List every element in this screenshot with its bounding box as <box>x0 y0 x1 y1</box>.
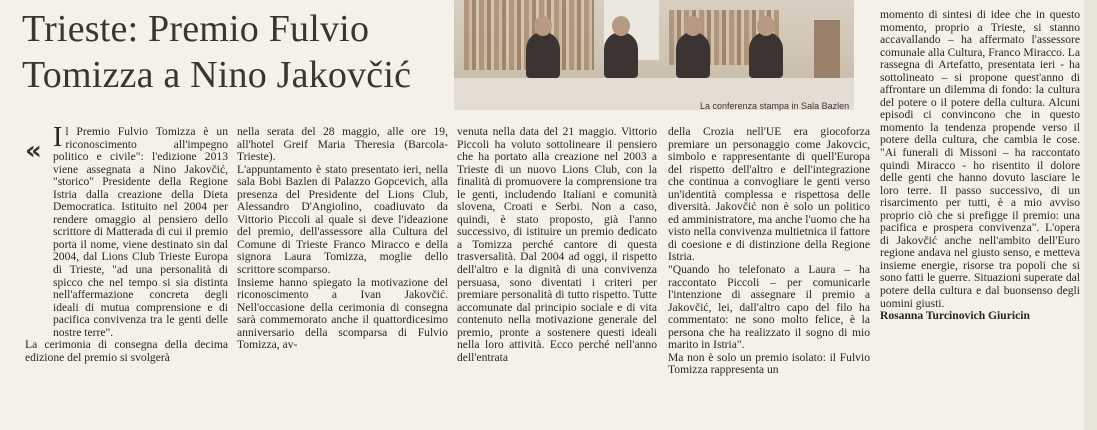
headline-line-1: Trieste: Premio Fulvio <box>22 8 370 50</box>
lead-text: l Premio Fulvio Tomizza è un riconoscimento all'impegno politico e civile": l'edizione 2013 viene assegnata a Nino Jakovčić, "storico" Presidente della Regione Istria dalla creazione della Dieta Democratica. Istituito nel 2004 per rendere omaggio al pensiero dello scrittore di Matterada di cui il premio porta il nome, viene destinato sin dal 2004, dal Lions Club Trieste Europa di Trieste, "ad una personalità di spicco che nel tempo si sia distinta nell'affermazione concreta degli ideali di mutua comprensione e di pacifica convivenza tra le genti delle nostre terre". <box>53 126 228 339</box>
banner-stand-graphic <box>814 20 840 82</box>
paragraph: Ma non è solo un premio isolato: il Fulvio Tomizza rappresenta un <box>668 350 870 377</box>
photo-caption: La conferenza stampa in Sala Bazlen <box>700 101 850 111</box>
person-figure <box>749 32 783 78</box>
paragraph: La cerimonia di consegna della decima edizione del premio si svolgerà <box>25 338 228 364</box>
person-figure <box>676 32 710 78</box>
person-figure <box>604 32 638 78</box>
lead-paragraph <box>25 126 228 339</box>
drop-cap: I <box>53 126 63 153</box>
paragraph: della Crozia nell'UE era giocoforza premiare un personaggio come Jakovcic, simbolo e rappresentante di quell'Europa del rispetto dell'altro e dell'integrazione che continua a convogliare le genti verso un'identità complessa e rispettosa delle diversità. Jakovčić non è solo un politico ed amministratore, ma anche l'uomo che ha visto nella convivenza multietnica il fattore di coesione e di distinzione della Regione Istria. <box>668 126 870 264</box>
article-column-1 <box>25 126 228 430</box>
press-conference-photo <box>454 0 854 110</box>
paragraph: L'appuntamento è stato presentato ieri, nella sala Bobi Bazlen di Palazzo Gopcevich, alla presenza del Presidente del Lions Club, Alessandro D'Angiolino, coadiuvato da Vittorio Piccoli al quale si deve l'ideazione del premio, dell'assessore alla Cultura del Comune di Trieste Franco Miracco e della signora Laura Tomizza, moglie dello scrittore scomparso. <box>237 162 448 277</box>
page-edge <box>1084 0 1097 430</box>
paragraph: "Quando ho telefonato a Laura – ha raccontato Piccoli – per comunicarle l'intenzione di assegnare il premio a Jakovčić, lei, dall'altro capo del filo ha commentato: ne sono molto felice, è la persona che ha realizzato il sogno di mio marito in Istria". <box>668 263 870 352</box>
article-column-3 <box>457 126 657 430</box>
paragraph: momento di sintesi di idee che in questo momento, proprio a Trieste, si stanno accavallando – ha affermato l'assessore comunale alla Cultura, Franco Miracco. La rassegna di Artefatto, presentata ieri - ha sottolineato – si propone quest'anno di affrontare un dilemma di fondo: la cultura del potere o il potere della cultura. Alcuni episodi ci convincono che in questo momento la tendenza propende verso il potere della cultura, che cambia le cose. "Ai funerali di Missoni – ha raccontato quindi Miracco - ho risentito il dolore delle genti che hanno dovuto lasciare le loro terre. Il passo successivo, di un risarcimento per tutti, è a mio avviso proprio ciò che si prefigge il premio: una pacifica e prospera convivenza". L'opera di Jakovčić anche nell'ambito dell'Euro regione andava nel giusto senso, e metteva insieme energie, risorse tra popoli che si sono fatti le guerre. Situazioni superate dal potere della cultura e dal buonsenso degli uomini giusti. <box>880 9 1080 310</box>
article-column-2 <box>237 126 448 430</box>
article-column-5 <box>880 9 1080 430</box>
quote-mark-icon: « <box>25 136 42 166</box>
bleed-through-ghost <box>838 20 878 100</box>
article-headline <box>22 6 442 98</box>
article-column-4 <box>668 126 870 430</box>
person-figure <box>526 32 560 78</box>
paragraph: Insieme hanno spiegato la motivazione del riconoscimento a Ivan Jakovčić. Nell'occasione della cerimonia di consegna sarà commemorato anche il quattordicesimo anniversario della scomparsa di Fulvio Tomizza, av- <box>237 275 448 352</box>
author-signature: Rosanna Turcinovich Giuricin <box>880 309 1030 323</box>
paragraph: venuta nella data del 21 maggio. Vittorio Piccoli ha voluto sottolineare il pensiero che ha portato alla creazione nel 2003 a Trieste di un nuovo Lions Club, con la finalità di promuovere la comprensione tra le genti, includendo Italiani e comunità slovena, Croati e Serbi. Non a caso, quindi, è stato proposto, già l'anno successivo, di istituire un premio dedicato a Tomizza perché cantore di questa trasversalità. Dal 2004 ad oggi, il rispetto dell'altro e la dignità di una convivenza persuasa, sono diventati i criteri per premiare personalità di tutto rispetto. Tutte accomunate dal principio sociale e di vita contenuto nella motivazione generale del premio, pronte a sostenere questi ideali nella loro attività. Ecco perché nell'anno dell'entrata <box>457 126 657 364</box>
paragraph: nella serata del 28 maggio, alle ore 19, all'hotel Greif Maria Theresia (Barcola-Trieste). <box>237 126 448 164</box>
headline-line-2: Tomizza a Nino Jakovčić <box>22 54 412 96</box>
